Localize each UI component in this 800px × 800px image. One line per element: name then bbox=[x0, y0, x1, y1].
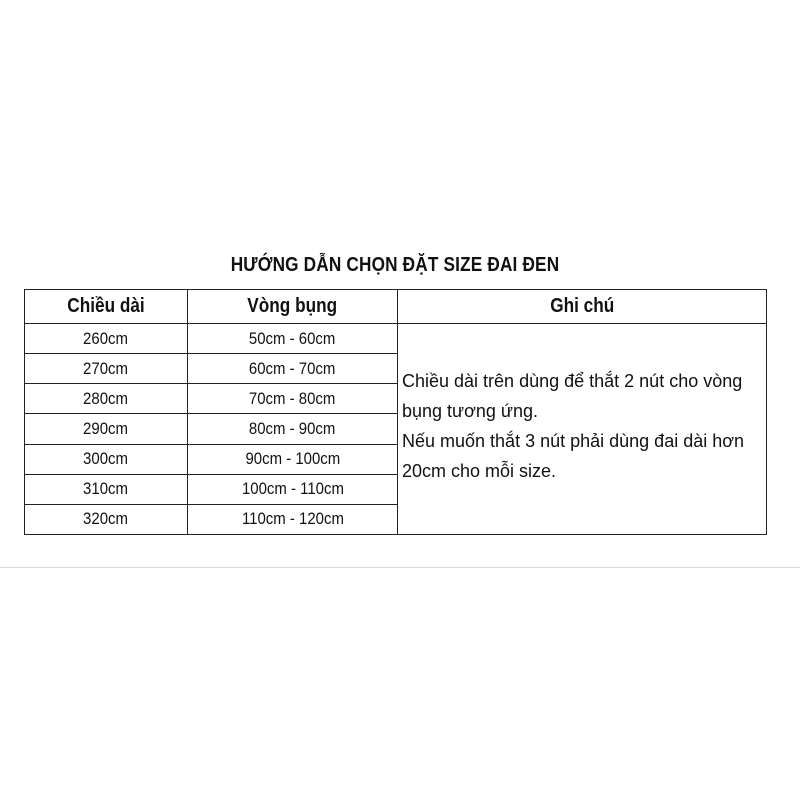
length-cell bbox=[25, 324, 188, 354]
length-cell bbox=[25, 354, 188, 384]
column-header-note-label: Ghi chú bbox=[549, 295, 615, 317]
waist-value: 70cm - 80cm bbox=[249, 388, 336, 408]
waist-value: 90cm - 100cm bbox=[245, 449, 340, 469]
note-text bbox=[402, 366, 760, 486]
bottom-divider bbox=[0, 567, 800, 568]
size-guide-table bbox=[24, 289, 767, 535]
waist-value: 60cm - 70cm bbox=[249, 358, 336, 378]
waist-cell bbox=[188, 384, 398, 414]
length-cell bbox=[25, 504, 188, 534]
note-cell bbox=[398, 324, 767, 535]
length-value: 270cm bbox=[83, 358, 129, 378]
column-header-note bbox=[398, 290, 767, 324]
table-row bbox=[25, 324, 767, 354]
table-header-row bbox=[25, 290, 767, 324]
length-cell bbox=[25, 474, 188, 504]
waist-value: 80cm - 90cm bbox=[249, 418, 336, 438]
page-title: HƯỚNG DẪN CHỌN ĐẶT SIZE ĐAI ĐEN bbox=[230, 254, 560, 276]
length-value: 280cm bbox=[83, 388, 129, 408]
column-header-waist-label: Vòng bụng bbox=[247, 295, 338, 317]
waist-cell bbox=[188, 414, 398, 444]
length-value: 290cm bbox=[83, 418, 129, 438]
length-value: 310cm bbox=[83, 479, 129, 499]
waist-value: 100cm - 110cm bbox=[241, 479, 344, 499]
length-value: 300cm bbox=[83, 449, 129, 469]
waist-value: 110cm - 120cm bbox=[241, 509, 344, 529]
note-line-1: Chiều dài trên dùng để thắt 2 nút cho vòng bụng tương ứng. bbox=[402, 371, 743, 421]
column-header-length-label: Chiều dài bbox=[67, 295, 145, 317]
length-value: 320cm bbox=[83, 509, 129, 529]
waist-cell bbox=[188, 504, 398, 534]
waist-cell bbox=[188, 444, 398, 474]
waist-cell bbox=[188, 324, 398, 354]
length-cell bbox=[25, 444, 188, 474]
waist-cell bbox=[188, 354, 398, 384]
length-cell bbox=[25, 384, 188, 414]
column-header-length bbox=[25, 290, 188, 324]
waist-value: 50cm - 60cm bbox=[249, 328, 336, 348]
note-line-2: Nếu muốn thắt 3 nút phải dùng đai dài hơn 20cm cho mỗi size. bbox=[402, 431, 745, 481]
waist-cell bbox=[188, 474, 398, 504]
length-value: 260cm bbox=[83, 328, 129, 348]
column-header-waist bbox=[188, 290, 398, 324]
length-cell bbox=[25, 414, 188, 444]
